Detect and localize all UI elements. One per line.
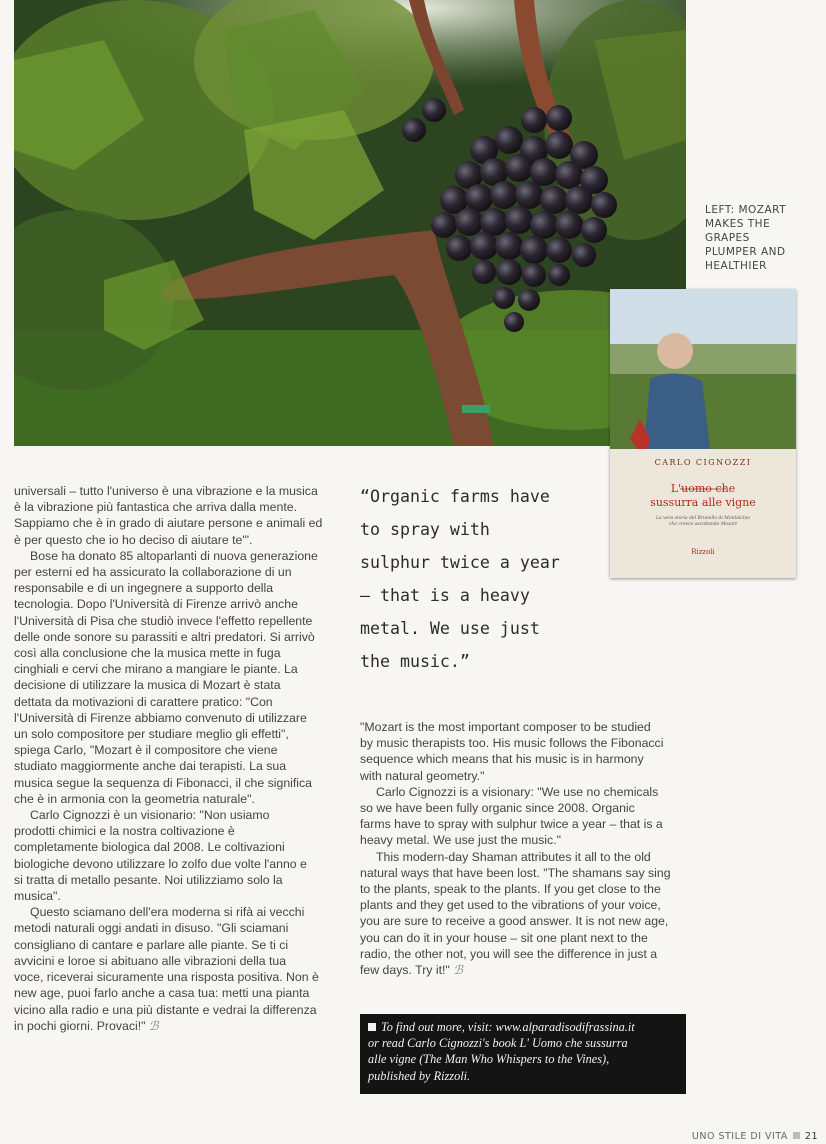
text-line: Questo sciamano dell'era moderna si rifà ai vecchi (30, 905, 305, 920)
info-line: published by Rizzoli. (368, 1068, 471, 1083)
text-line: sequence which means that his music is in harmony (360, 752, 644, 767)
pull-quote-line: the music.” (360, 652, 470, 671)
pull-quote-line: – that is a heavy (360, 586, 530, 605)
footer-section-name: UNO STILE DI VITA (691, 1131, 788, 1142)
caption-line: HEALTHIER (705, 260, 767, 272)
text-line: completamente biologica dal 2008. Le coltivazioni (14, 840, 285, 855)
text-line: si tratta di metallo pesante. Noi utilizziamo solo la (14, 872, 283, 887)
book-subtitle-line: La vera storia del Brunello di Montalcino (656, 516, 750, 521)
book-subtitle-line: che cresce ascoltando Mozart (668, 522, 738, 527)
book-author: CARLO CIGNOZZI (654, 458, 752, 467)
info-line: alle vigne (The Man Who Whispers to the Vines), (368, 1052, 610, 1067)
text-line: new age, puoi farlo anche a casa tua: metti una pianta (14, 986, 310, 1001)
text-line: metodi naturali oggi andati in disuso. "Gli sciamani (14, 921, 289, 936)
book-publisher: Rizzoli (691, 548, 715, 556)
text-line: spiega Carlo, "Mozart è il compositore che viene (14, 743, 278, 758)
square-separator-icon (793, 1132, 800, 1139)
text-line: heavy metal. We use just the music." (360, 833, 561, 848)
text-line: plants and they get used to the vibrations of your voice, (360, 898, 661, 913)
text-line: prodotti chimici e la nostra coltivazione è (14, 824, 235, 839)
text-line: che è in armonia con la geometria naturale". (14, 791, 255, 806)
text-line: "Mozart is the most important composer to be studied (360, 720, 651, 734)
page-footer (692, 1131, 818, 1142)
caption-line: GRAPES (705, 232, 750, 244)
text-line: farms have to spray with sulphur twice a year – that is a (360, 817, 663, 832)
text-line: musica". (14, 889, 61, 904)
text-line: to the plants, speak to the plants. If you get close to the (360, 882, 661, 897)
text-line: voce, riceverai sicuramente una risposta positiva. Non è (14, 970, 319, 985)
text-line: decisione di utilizzare la musica di Mozart è stata (14, 678, 281, 693)
info-line (368, 1019, 678, 1035)
text-line: tecnologia. Dopo l'Università di Firenze arrivò anche (14, 597, 298, 612)
info-box (360, 1014, 686, 1094)
text-line: Sappiamo che è in grado di aiutare persone e animali ed (14, 516, 323, 531)
book-title (614, 482, 792, 510)
right-column-text (360, 719, 712, 978)
text-line: consigliano di cantare e parlare alle piante. Se ti ci (14, 937, 289, 952)
book-title-line: L'uomo che (670, 482, 736, 495)
pull-quote-line: sulphur twice a year (360, 553, 560, 572)
text-line: l'Università di Pisa che studiò invece l'effetto repellente (14, 613, 313, 628)
text-line: with natural geometry." (360, 768, 485, 783)
pull-quote-line: to spray with (360, 520, 490, 539)
pull-quote-line: “Organic farms have (360, 487, 550, 506)
text-line: musica segue la sequenza di Fibonacci, il che significa (14, 775, 313, 790)
left-column-text (14, 483, 344, 1034)
text-line: è per questo che io ho deciso di aiutare te'". (14, 532, 253, 547)
book-cover (610, 289, 796, 578)
text-line: by music therapists too. His music follows the Fibonacci (360, 736, 664, 751)
text-line: cinghiali e cervi che mirano a mangiare le piante. La (14, 662, 298, 677)
book-subtitle (618, 516, 788, 528)
caption-line: LEFT: MOZART (705, 204, 787, 216)
text-line: responsabile e di un ingegnere a supporto della (14, 581, 274, 596)
signature-mark: ℬ (453, 963, 463, 978)
text-line: per esterni ed ha assicurato la collaborazione di un (14, 565, 292, 580)
caption-line: PLUMPER AND (705, 246, 786, 258)
text-line: you can do it in your house – sit one plant next to the (360, 930, 648, 945)
text-line: so we have been fully organic since 2008. Organic (360, 801, 635, 816)
text-line-end: in pochi giorni. Provaci!" (14, 1018, 146, 1033)
info-line: or read Carlo Cignozzi's book L' Uomo che sussurra (368, 1036, 628, 1051)
text-line (14, 1018, 344, 1034)
text-line (360, 962, 712, 978)
text-line: natural ways that have been lost. "The shamans say sing (360, 865, 671, 880)
text-line: così alla conclusione che la musica mette in fuga (14, 646, 281, 661)
text-line: Carlo Cignozzi is a visionary: "We use no chemicals (376, 784, 659, 799)
page-number: 21 (804, 1131, 818, 1142)
text-line: radio, the other not, you will see the difference in just a (360, 946, 658, 961)
text-line-end: few days. Try it!" (360, 963, 450, 978)
text-line: Carlo Cignozzi è un visionario: "Non usiamo (30, 808, 270, 823)
text-line: biologiche devono utilizzare lo zolfo due volte l'anno e (14, 856, 307, 871)
text-line: studiato maggiormente anche dai terapisti. La sua (14, 759, 287, 774)
text-line: è la vibrazione più fantastica che arriva dalla mente. (14, 500, 297, 515)
text-line: delle onde sonore su parassiti e altri predatori. Si arrivò (14, 629, 315, 644)
text-line: dettata da motivazioni di carattere pratico: "Con (14, 694, 273, 709)
photo-caption (705, 203, 815, 273)
square-bullet-icon (368, 1023, 376, 1031)
text-line: universali – tutto l'universo è una vibrazione e la musica (14, 484, 318, 498)
book-title-line: sussurra alle vigne (650, 496, 756, 509)
signature-mark: ℬ (148, 1018, 159, 1033)
text-line: un solo compositore per studiare meglio gli effetti", (14, 727, 289, 742)
text-line: avvicini e loroe si abituano alle vibrazioni della tua (14, 953, 287, 968)
caption-line: MAKES THE (705, 218, 771, 230)
text-line: you are sure to receive a good answer. It is not new age, (360, 914, 669, 929)
text-line: l'Università di Firenze abbiamo convenuto di utilizzare (14, 710, 307, 725)
pull-quote-line: metal. We use just (360, 619, 540, 638)
vineyard-photo (14, 0, 686, 446)
text-line: vicino alla radio e una più distante e vedrai la differenza (14, 1002, 317, 1017)
info-line-text: To find out more, visit: www.alparadisodifrassina.it (381, 1020, 635, 1034)
text-line: This modern-day Shaman attributes it all to the old (376, 849, 651, 864)
text-line: Bose ha donato 85 altoparlanti di nuova generazione (30, 548, 318, 563)
pull-quote (360, 480, 605, 678)
